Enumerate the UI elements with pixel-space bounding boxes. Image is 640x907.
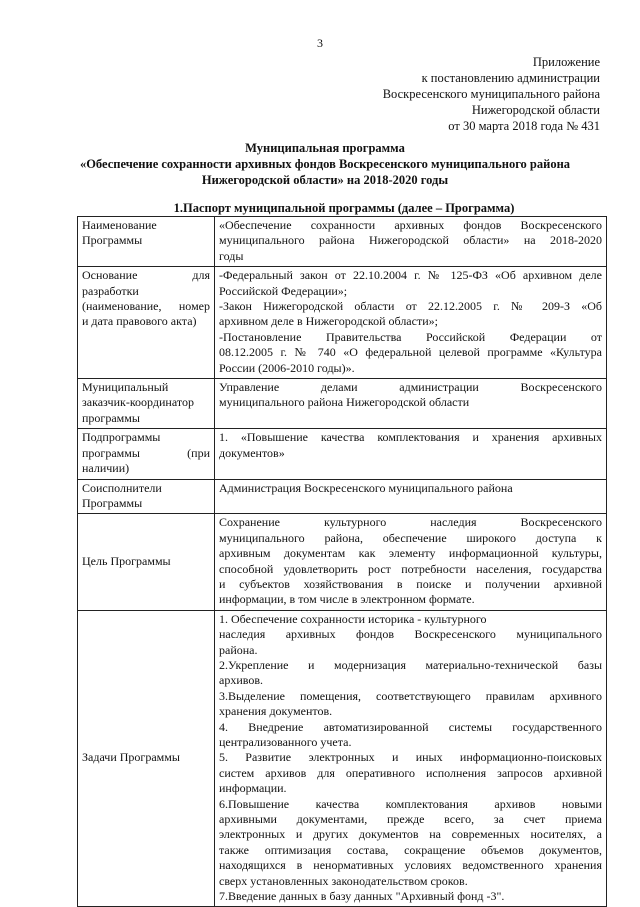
value-line: муниципального района Нижегородской области — [219, 395, 470, 410]
title-line: «Обеспечение сохранности архивных фондов Воскресенского муниципального района — [79, 157, 571, 171]
value-line: 2.Укрепление и модернизация материально-технической базы — [219, 657, 602, 672]
label-line: программы (при — [82, 445, 210, 460]
passport-row — [78, 429, 607, 479]
value-line: сверх установленных законодательством сроков. — [219, 873, 468, 888]
page-number: 3 — [317, 36, 323, 50]
row-label — [78, 514, 215, 610]
value-line: находящихся в ненормативных условиях ведомственного хранения — [219, 858, 602, 873]
value-line: Управление делами администрации Воскресенского — [219, 380, 602, 395]
value-line: архивным документам как элементу информационной культуры, — [219, 546, 602, 561]
row-value — [215, 429, 607, 479]
appendix-line: Воскресенского муниципального района — [382, 87, 600, 101]
value-line: Администрация Воскресенского муниципального района — [219, 480, 513, 495]
value-line: 6.Повышение качества комплектования архивов новыми — [219, 796, 602, 811]
label-line: (наименование, номер — [82, 299, 210, 314]
label-line: Муниципальный — [82, 380, 169, 395]
value-line: информации, в том числе в электронном формате. — [219, 592, 475, 607]
value-line: -Закон Нижегородской области от 22.12.2005 г. № 209-З «Об — [219, 299, 602, 314]
value-line: централизованного учета. — [219, 735, 352, 749]
label-line: Соисполнители — [82, 480, 162, 495]
label-line: Задачи Программы — [82, 750, 180, 765]
label-line: программы — [82, 410, 140, 425]
label-line: Подпрограммы — [82, 430, 161, 445]
passport-row — [78, 379, 607, 429]
row-label — [78, 217, 215, 267]
value-line: Российской Федерации»; — [219, 283, 348, 298]
value-line: архивов. — [219, 673, 263, 688]
label-line: и дата правового акта) — [82, 314, 197, 329]
row-value — [215, 267, 607, 379]
value-line: 5. Развитие электронных и иных информационно-поисковых — [219, 750, 602, 765]
value-line: архивном деле в Нижегородской области»; — [219, 314, 438, 329]
value-line: района. — [219, 642, 258, 657]
row-label — [78, 610, 215, 907]
row-value — [215, 379, 607, 429]
row-label — [78, 379, 215, 429]
value-line: хранения документов. — [219, 704, 333, 719]
passport-row — [78, 514, 607, 610]
value-line: 1. Обеспечение сохранности историка - культурного — [219, 611, 487, 626]
value-line: электронных и других документов на современных носителях, а — [219, 827, 602, 842]
appendix-block — [383, 54, 600, 134]
value-line: Сохранение культурного наследия Воскресенского — [219, 515, 602, 530]
value-line: 4. Внедрение автоматизированной системы государственного — [219, 719, 602, 734]
label-line: Основание для — [82, 268, 210, 283]
value-line: и субъектов хозяйствования в поиске и получении архивной — [219, 576, 602, 591]
label-line: Цель Программы — [82, 553, 171, 568]
label-line: Наименование — [82, 218, 157, 232]
label-line: заказчик-координатор — [82, 395, 194, 410]
title-line: Муниципальная программа — [245, 141, 405, 155]
appendix-line: от 30 марта 2018 года № 431 — [448, 119, 600, 133]
row-value — [215, 610, 607, 907]
value-line: -Постановление Правительства Российской Федерации от — [219, 329, 602, 344]
label-line: Программы — [82, 233, 143, 248]
value-line: 08.12.2005 г. № 740 «О федеральной целевой программе «Культура — [219, 345, 602, 360]
row-value — [215, 514, 607, 610]
value-line: информации. — [219, 781, 287, 796]
program-title — [60, 140, 590, 188]
value-line: наследия архивных фондов Воскресенского муниципального — [219, 627, 602, 642]
value-line: России (2006-2010 годы)». — [219, 360, 355, 375]
value-line: систем архивов для оперативного исполнения запросов архивной — [219, 765, 602, 780]
appendix-line: к постановлению администрации — [421, 71, 600, 85]
passport-row — [78, 267, 607, 379]
value-line: документов» — [219, 445, 285, 460]
appendix-line: Нижегородской области — [471, 103, 600, 117]
label-line: Программы — [82, 495, 143, 510]
passport-row — [78, 217, 607, 267]
value-line: -Федеральный закон от 22.10.2004 г. № 125-ФЗ «Об архивном деле — [219, 268, 602, 283]
passport-row — [78, 479, 607, 514]
value-line: муниципального района Нижегородской области» на 2018-2020 — [219, 233, 602, 248]
row-value — [215, 479, 607, 514]
appendix-line: Приложение — [532, 55, 600, 69]
value-line: годы — [219, 248, 244, 263]
value-line: архивными документами, прежде всего, за счет приема — [219, 812, 602, 827]
value-line: способной удовлетворить рост потребности населения, государства — [219, 561, 602, 576]
label-line: разработки — [82, 283, 139, 298]
row-label — [78, 479, 215, 514]
row-label — [78, 267, 215, 379]
row-value — [215, 217, 607, 267]
value-line: 3.Выделение помещения, соответствующего правилам архивного — [219, 688, 602, 703]
passport-heading: 1.Паспорт муниципальной программы (далее – Программа) — [173, 201, 515, 215]
title-line: Нижегородской области» на 2018-2020 годы — [201, 173, 449, 187]
value-line: 1. «Повышение качества комплектования и хранения архивных — [219, 430, 602, 445]
row-label — [78, 429, 215, 479]
passport-row — [78, 610, 607, 907]
value-line: «Обеспечение сохранности архивных фондов Воскресенского — [219, 218, 602, 232]
value-line: также оптимизация состава, сокращение объемов документов, — [219, 842, 602, 857]
passport-table — [77, 216, 607, 907]
value-line: муниципального района, обеспечение широкого доступа к — [219, 530, 602, 545]
value-line: 7.Введение данных в базу данных "Архивный фонд -3". — [219, 889, 505, 904]
label-line: наличии) — [82, 461, 130, 476]
